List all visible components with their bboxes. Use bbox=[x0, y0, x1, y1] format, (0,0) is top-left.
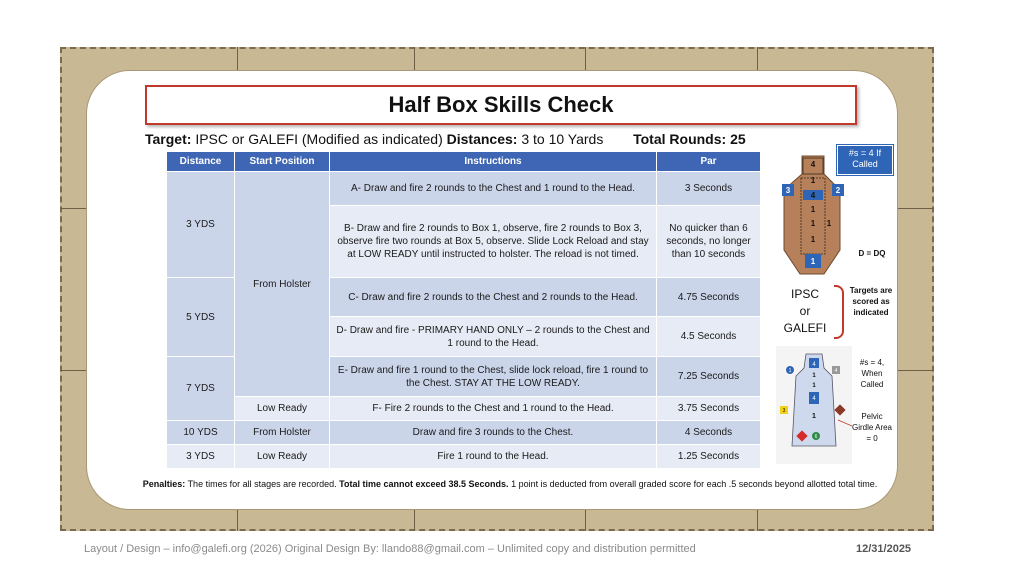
frame-line bbox=[585, 47, 586, 71]
position-cell: From Holster bbox=[235, 172, 330, 397]
instruction-cell: B- Draw and fire 2 rounds to Box 1, observe, fire 2 rounds to Box 3, observe fire two rounds at Box 5, observe. Slide Lock Reload and stay at LOW READY until instructed to holster. The reload is not timed. bbox=[330, 206, 657, 278]
penalty-text: 1 point is deducted from overall graded score for each .5 seconds beyond allotted total time. bbox=[511, 479, 878, 489]
position-cell: Low Ready bbox=[235, 445, 330, 469]
scored-note: Targets are scored as indicated bbox=[849, 286, 893, 317]
ipsc-score: 4 bbox=[810, 191, 816, 200]
footer-date: 12/31/2025 bbox=[856, 543, 912, 555]
table-row bbox=[167, 421, 761, 445]
frame-line bbox=[237, 47, 238, 71]
instruction-cell: F- Fire 2 rounds to the Chest and 1 round to the Head. bbox=[330, 397, 657, 421]
frame-line bbox=[237, 510, 238, 531]
frame-line bbox=[414, 47, 415, 71]
target-label: Target: bbox=[145, 131, 192, 147]
column-header: Par bbox=[657, 152, 761, 172]
position-cell: From Holster bbox=[235, 421, 330, 445]
callout-box bbox=[837, 145, 893, 175]
column-header: Distance bbox=[167, 152, 235, 172]
when-called-note: #s = 4, When Called bbox=[859, 358, 885, 389]
frame-line bbox=[757, 510, 758, 531]
galefi-score: 6 bbox=[814, 434, 818, 440]
footer-credits: Layout / Design – info@galefi.org (2026) Original Design By: llando88@gmail.com – Unlimited copy and distribution permitted bbox=[84, 543, 696, 555]
frame-line bbox=[897, 208, 934, 209]
par-cell: 3.75 Seconds bbox=[657, 397, 761, 421]
galefi-score: 4 bbox=[812, 362, 816, 368]
frame-line bbox=[585, 510, 586, 531]
instruction-cell: D- Draw and fire - PRIMARY HAND ONLY – 2 rounds to the Chest and 1 round to the Head. bbox=[330, 317, 657, 357]
info-line bbox=[145, 131, 785, 151]
penalty-note bbox=[140, 478, 880, 490]
penalty-bold: Total time cannot exceed 38.5 Seconds. bbox=[339, 479, 509, 489]
table-row bbox=[167, 445, 761, 469]
column-header: Instructions bbox=[330, 152, 657, 172]
distances-label: Distances: bbox=[446, 131, 518, 147]
frame-line bbox=[414, 510, 415, 531]
ipsc-score: 3 bbox=[785, 186, 791, 195]
galefi-target-icon bbox=[776, 346, 852, 464]
galefi-score: 1 bbox=[812, 413, 816, 420]
galefi-score: 1 bbox=[788, 368, 792, 374]
par-cell: 4.5 Seconds bbox=[657, 317, 761, 357]
page-title: Half Box Skills Check bbox=[388, 92, 614, 117]
column-header: Start Position bbox=[235, 152, 330, 172]
distance-cell: 7 YDS bbox=[167, 357, 235, 421]
par-cell: 3 Seconds bbox=[657, 172, 761, 206]
distance-cell: 3 YDS bbox=[167, 172, 235, 278]
ipsc-score: 1 bbox=[810, 176, 816, 185]
par-cell: 7.25 Seconds bbox=[657, 357, 761, 397]
instruction-cell: Draw and fire 3 rounds to the Chest. bbox=[330, 421, 657, 445]
distance-cell: 5 YDS bbox=[167, 278, 235, 357]
penalty-text: The times for all stages are recorded. bbox=[187, 479, 337, 489]
instruction-cell: C- Draw and fire 2 rounds to the Chest and 2 rounds to the Head. bbox=[330, 278, 657, 317]
instruction-cell: A- Draw and fire 2 rounds to the Chest and 1 round to the Head. bbox=[330, 172, 657, 206]
pelvic-note: Pelvic Girdle Area = 0 bbox=[851, 412, 893, 443]
target-value: IPSC or GALEFI (Modified as indicated) bbox=[195, 131, 443, 147]
instruction-cell: E- Draw and fire 1 round to the Chest, slide lock reload, fire 1 round to the Chest. STAY AT THE LOW READY. bbox=[330, 357, 657, 397]
distances-value: 3 to 10 Yards bbox=[521, 131, 604, 147]
table-header-row bbox=[167, 152, 761, 172]
ipsc-score: 1 bbox=[826, 219, 832, 228]
galefi-score: 1 bbox=[812, 383, 816, 389]
frame-line bbox=[897, 370, 934, 371]
ipsc-score: 1 bbox=[810, 235, 816, 244]
ipsc-score: 1 bbox=[810, 219, 816, 228]
table-row bbox=[167, 397, 761, 421]
callout-text: #s = 4 If Called bbox=[848, 148, 882, 169]
par-cell: 4 Seconds bbox=[657, 421, 761, 445]
par-cell: No quicker than 6 seconds, no longer than 10 seconds bbox=[657, 206, 761, 278]
frame-line bbox=[60, 370, 87, 371]
rounds-label: Total Rounds: bbox=[633, 131, 727, 147]
bracket-icon bbox=[834, 285, 844, 339]
position-cell: Low Ready bbox=[235, 397, 330, 421]
distance-cell: 3 YDS bbox=[167, 445, 235, 469]
dq-label: D = DQ bbox=[858, 249, 886, 258]
ipsc-label: IPSC bbox=[790, 287, 819, 301]
title-box bbox=[145, 85, 857, 125]
table-row bbox=[167, 172, 761, 206]
ipsc-score: 2 bbox=[835, 186, 841, 195]
distance-cell: 10 YDS bbox=[167, 421, 235, 445]
ipsc-score: 1 bbox=[810, 205, 816, 214]
skills-table bbox=[166, 151, 761, 469]
ipsc-score: 4 bbox=[810, 160, 816, 169]
galefi-score: 4 bbox=[834, 368, 838, 374]
par-cell: 1.25 Seconds bbox=[657, 445, 761, 469]
penalty-label: Penalties: bbox=[142, 479, 186, 489]
par-cell: 4.75 Seconds bbox=[657, 278, 761, 317]
rounds-value: 25 bbox=[730, 131, 746, 147]
frame-line bbox=[757, 47, 758, 71]
galefi-label: GALEFI bbox=[783, 321, 827, 335]
galefi-score: 3 bbox=[782, 408, 786, 414]
ipsc-score: 1 bbox=[810, 257, 816, 266]
or-label: or bbox=[799, 304, 811, 318]
galefi-score: 1 bbox=[812, 373, 816, 379]
instruction-cell: Fire 1 round to the Head. bbox=[330, 445, 657, 469]
frame-line bbox=[60, 208, 87, 209]
galefi-score: 4 bbox=[812, 396, 816, 402]
